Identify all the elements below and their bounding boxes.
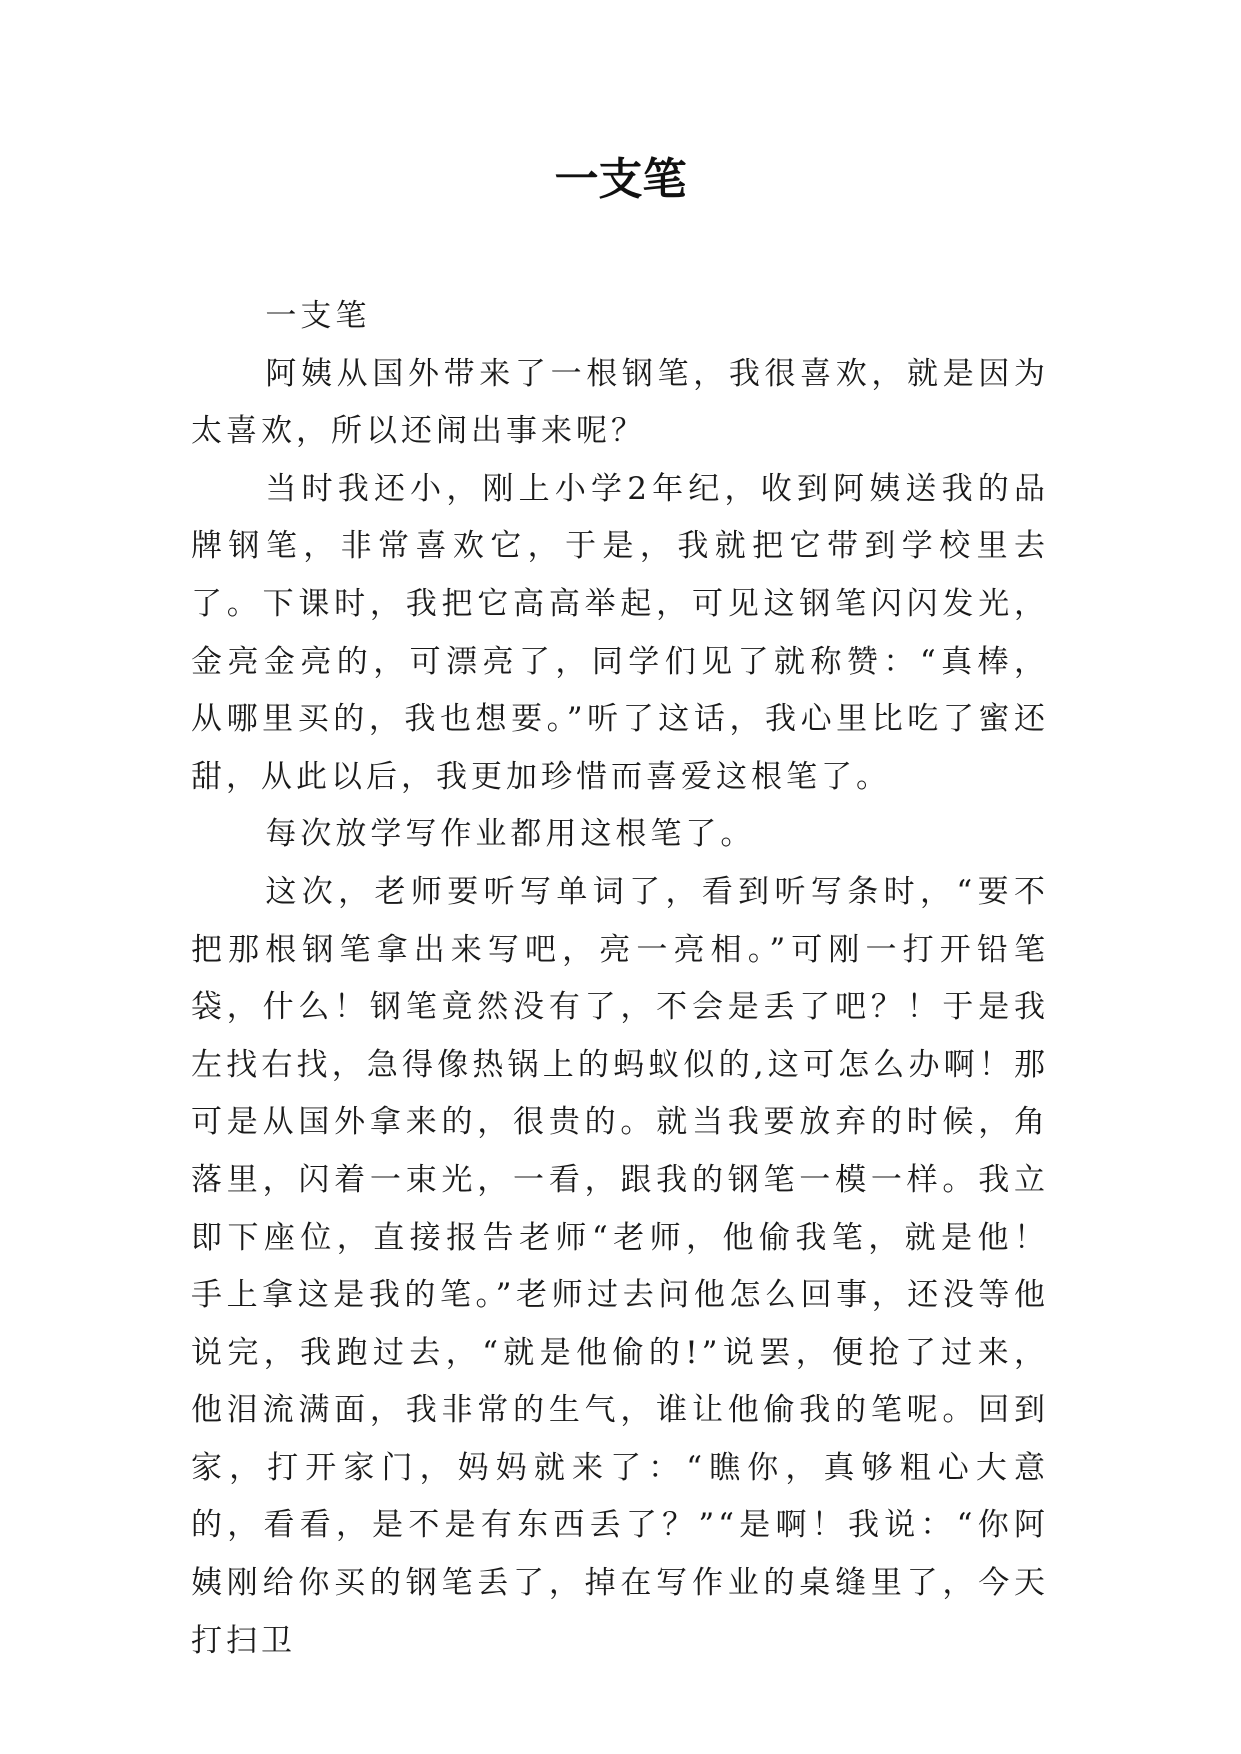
paragraph-heading: 一支笔 — [265, 298, 371, 334]
document-body — [191, 288, 1049, 1670]
paragraph: 每次放学写作业都用这根笔了。 — [265, 816, 756, 853]
paragraph: 这次，老师要听写单词了，看到听写条时，“要不把那根钢笔拿出来写吧，亮一亮相。”可刚一打开铅笔袋，什么！钢笔竟然没有了，不会是丢了吧？！于是我左找右找，急得像热锅上的蚂蚁似的,这可怎么办啊！那可是从国外拿来的，很贵的。就当我要放弃的时候，角落里，闪着一束光，一看，跟我的钢笔一模一样。我立即下座位，直接报告老师“老师，他偷我笔，就是他！手上拿这是我的笔。”老师过去问他怎么回事，还没等他说完，我跑过去，“就是他偷的!”说罢，便抢了过来，他泪流满面，我非常的生气，谁让他偷我的笔呢。回到家，打开家门，妈妈就来了：“瞧你，真够粗心大意的，看看，是不是有东西丢了？”“是啊！我说：“你阿姨刚给你买的钢笔丢了，掉在写作业的桌缝里了，今天打扫卫 — [191, 873, 1049, 1659]
paragraph: 阿姨从国外带来了一根钢笔，我很喜欢，就是因为太喜欢，所以还闹出事来呢？ — [191, 355, 1049, 450]
paragraph: 当时我还小，刚上小学2年纪，收到阿姨送我的品牌钢笔，非常喜欢它，于是，我就把它带到学校里去了。下课时，我把它高高举起，可见这钢笔闪闪发光，金亮金亮的，可漂亮了，同学们见了就称赞：“真棒，从哪里买的，我也想要。”听了这话，我心里比吃了蜜还甜，从此以后，我更加珍惜而喜爱这根笔了。 — [191, 470, 1049, 795]
document-title: 一支笔 — [554, 154, 687, 205]
